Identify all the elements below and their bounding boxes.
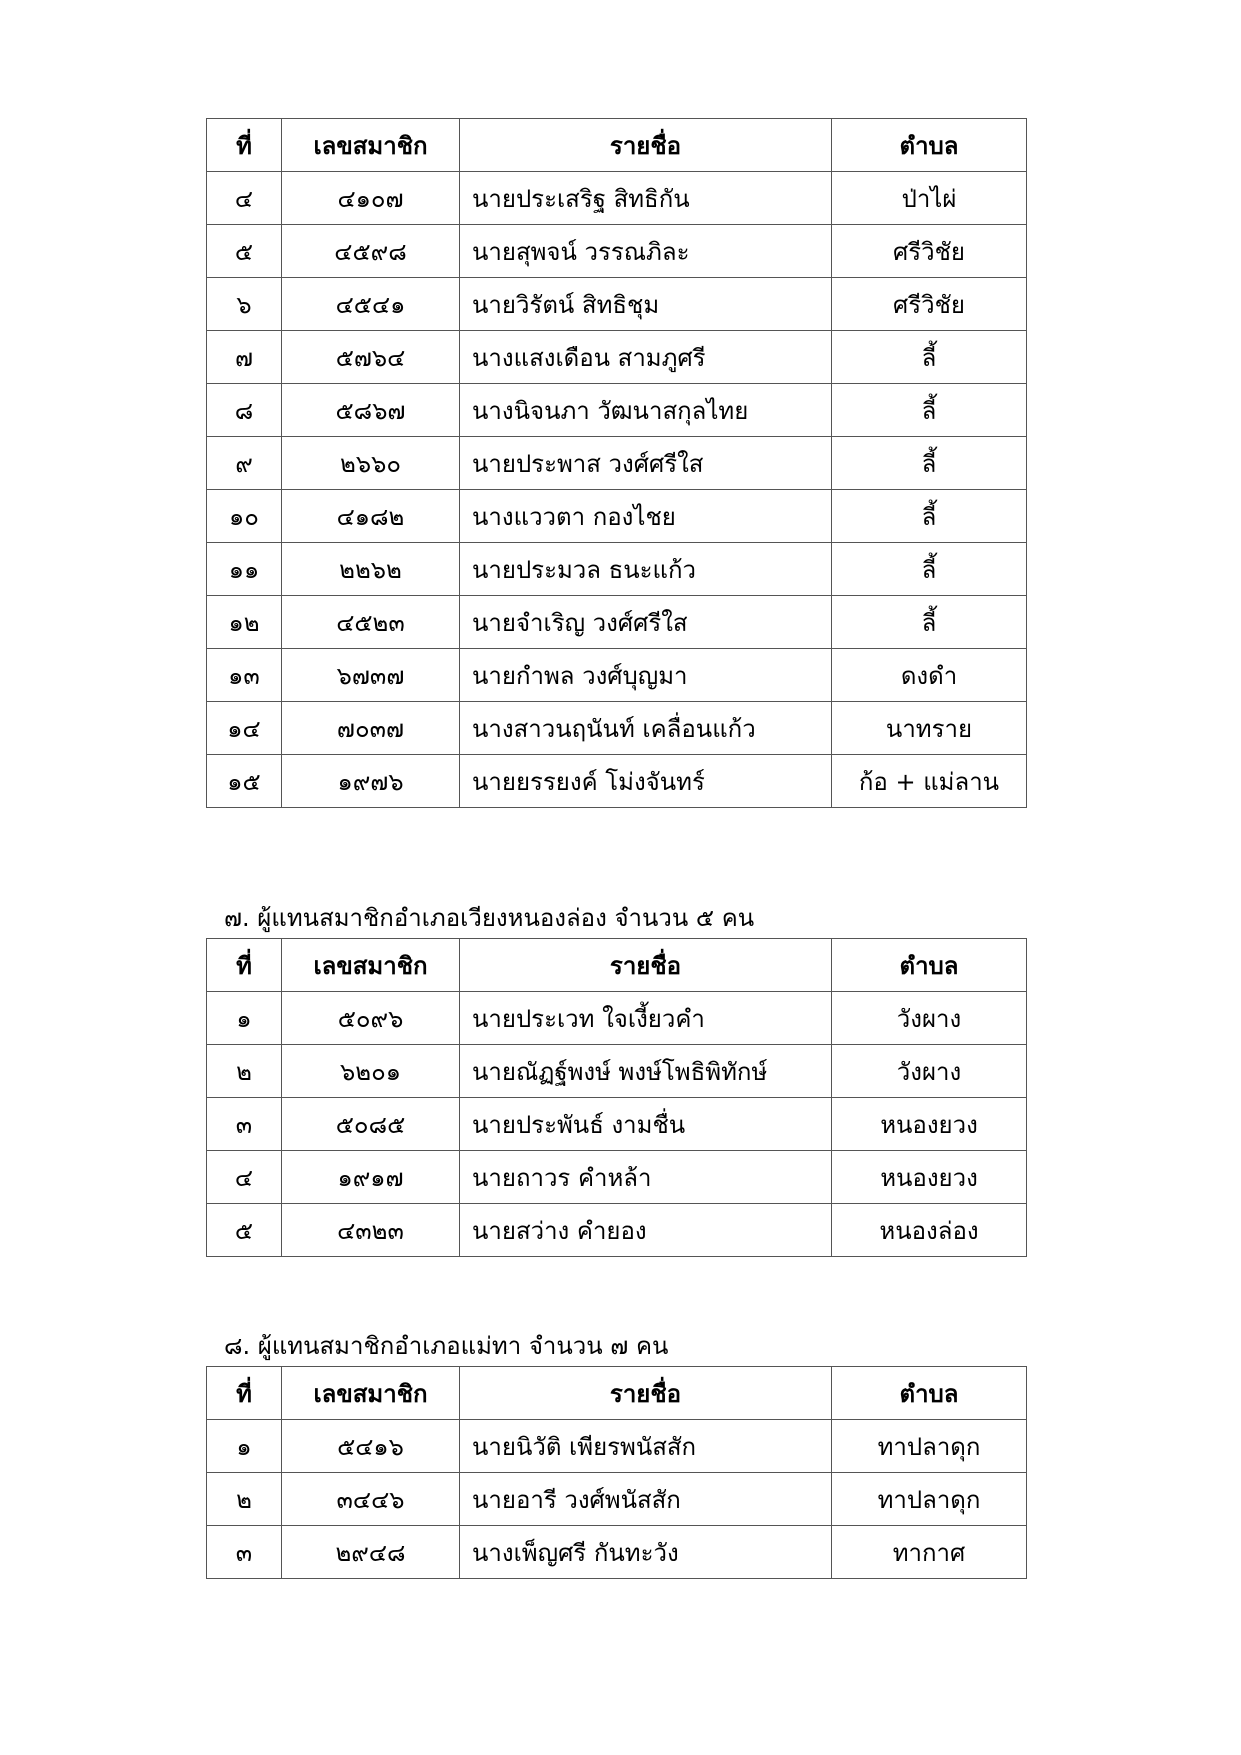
cell-member-id: ๕๐๙๖ [282, 992, 460, 1045]
cell-subdistrict: ลี้ [832, 437, 1027, 490]
cell-member-id: ๔๑๐๗ [282, 172, 460, 225]
cell-member-id: ๔๓๒๓ [282, 1204, 460, 1257]
table-row [207, 1045, 1027, 1098]
cell-subdistrict: ลี้ [832, 490, 1027, 543]
cell-name: นายประมวล ธนะแก้ว [460, 543, 832, 596]
cell-member-id: ๔๕๔๑ [282, 278, 460, 331]
cell-no: ๔ [207, 1151, 282, 1204]
cell-member-id: ๔๑๘๒ [282, 490, 460, 543]
cell-member-id: ๒๒๖๒ [282, 543, 460, 596]
cell-no: ๕ [207, 1204, 282, 1257]
member-table-3 [206, 1366, 1027, 1579]
cell-no: ๘ [207, 384, 282, 437]
cell-name: นายจำเริญ วงศ์ศรีใส [460, 596, 832, 649]
header-member-id: เลขสมาชิก [282, 939, 460, 992]
cell-name: นายนิวัติ เพียรพนัสสัก [460, 1420, 832, 1473]
cell-member-id: ๖๗๓๗ [282, 649, 460, 702]
cell-member-id: ๕๗๖๔ [282, 331, 460, 384]
cell-name: นายกำพล วงศ์บุญมา [460, 649, 832, 702]
table-row [207, 596, 1027, 649]
cell-member-id: ๓๔๔๖ [282, 1473, 460, 1526]
cell-name: นางนิจนภา วัฒนาสกุลไทย [460, 384, 832, 437]
cell-member-id: ๑๙๑๗ [282, 1151, 460, 1204]
cell-name: นายประเวท ใจเงี้ยวคำ [460, 992, 832, 1045]
cell-subdistrict: ลี้ [832, 543, 1027, 596]
table-row [207, 702, 1027, 755]
cell-member-id: ๕๔๑๖ [282, 1420, 460, 1473]
header-subdistrict: ตำบล [832, 939, 1027, 992]
cell-no: ๑ [207, 992, 282, 1045]
table-body [207, 992, 1027, 1257]
section-title-wiang-nong-long: ๗. ผู้แทนสมาชิกอำเภอเวียงหนองล่อง จำนวน ๕ คน [224, 904, 755, 932]
cell-no: ๙ [207, 437, 282, 490]
cell-subdistrict: ลี้ [832, 331, 1027, 384]
cell-subdistrict: ทาปลาดุก [832, 1420, 1027, 1473]
cell-member-id: ๕๘๖๗ [282, 384, 460, 437]
header-name: รายชื่อ [460, 119, 832, 172]
header-member-id: เลขสมาชิก [282, 1367, 460, 1420]
cell-no: ๑๔ [207, 702, 282, 755]
header-no: ที่ [207, 1367, 282, 1420]
section-title-mae-tha: ๘. ผู้แทนสมาชิกอำเภอแม่ทา จำนวน ๗ คน [224, 1332, 669, 1360]
cell-no: ๑๕ [207, 755, 282, 808]
header-subdistrict: ตำบล [832, 1367, 1027, 1420]
cell-subdistrict: ก้อ + แม่ลาน [832, 755, 1027, 808]
cell-no: ๕ [207, 225, 282, 278]
member-table-2 [206, 938, 1027, 1257]
table-row [207, 1473, 1027, 1526]
cell-name: นายประเสริฐ สิทธิกัน [460, 172, 832, 225]
cell-no: ๒ [207, 1045, 282, 1098]
cell-subdistrict: นาทราย [832, 702, 1027, 755]
cell-name: นางเพ็ญศรี กันทะวัง [460, 1526, 832, 1579]
table-row [207, 649, 1027, 702]
cell-subdistrict: ทากาศ [832, 1526, 1027, 1579]
cell-subdistrict: ป่าไผ่ [832, 172, 1027, 225]
cell-subdistrict: ศรีวิชัย [832, 225, 1027, 278]
cell-name: นางแสงเดือน สามภูศรี [460, 331, 832, 384]
header-subdistrict: ตำบล [832, 119, 1027, 172]
cell-no: ๗ [207, 331, 282, 384]
table-row [207, 1204, 1027, 1257]
cell-subdistrict: วังผาง [832, 1045, 1027, 1098]
cell-member-id: ๔๕๙๘ [282, 225, 460, 278]
header-member-id: เลขสมาชิก [282, 119, 460, 172]
table-row [207, 384, 1027, 437]
table-row [207, 437, 1027, 490]
table-row [207, 172, 1027, 225]
table-row [207, 755, 1027, 808]
cell-name: นายยรรยงค์ โม่งจันทร์ [460, 755, 832, 808]
cell-no: ๒ [207, 1473, 282, 1526]
cell-member-id: ๕๐๘๕ [282, 1098, 460, 1151]
cell-member-id: ๒๙๔๘ [282, 1526, 460, 1579]
cell-name: นางสาวนฤนันท์ เคลื่อนแก้ว [460, 702, 832, 755]
cell-name: นายประพันธ์ งามชื่น [460, 1098, 832, 1151]
table-header-row [207, 119, 1027, 172]
cell-subdistrict: ลี้ [832, 384, 1027, 437]
cell-name: นายถาวร คำหล้า [460, 1151, 832, 1204]
table-row [207, 331, 1027, 384]
cell-no: ๔ [207, 172, 282, 225]
table-header-row [207, 939, 1027, 992]
header-name: รายชื่อ [460, 1367, 832, 1420]
header-no: ที่ [207, 119, 282, 172]
cell-subdistrict: หนองล่อง [832, 1204, 1027, 1257]
cell-name: นายประพาส วงศ์ศรีใส [460, 437, 832, 490]
table-row [207, 1526, 1027, 1579]
cell-member-id: ๗๐๓๗ [282, 702, 460, 755]
cell-member-id: ๑๙๗๖ [282, 755, 460, 808]
table-row [207, 992, 1027, 1045]
table-row [207, 225, 1027, 278]
cell-subdistrict: หนองยวง [832, 1098, 1027, 1151]
cell-name: นายอารี วงศ์พนัสสัก [460, 1473, 832, 1526]
cell-no: ๓ [207, 1526, 282, 1579]
cell-subdistrict: ดงดำ [832, 649, 1027, 702]
member-table-1 [206, 118, 1027, 808]
cell-name: นายณัฏฐ์พงษ์ พงษ์โพธิพิทักษ์ [460, 1045, 832, 1098]
cell-no: ๖ [207, 278, 282, 331]
cell-subdistrict: ศรีวิชัย [832, 278, 1027, 331]
table-body [207, 172, 1027, 808]
table-row [207, 1098, 1027, 1151]
table-row [207, 490, 1027, 543]
cell-no: ๓ [207, 1098, 282, 1151]
cell-no: ๑๓ [207, 649, 282, 702]
cell-name: นายสว่าง คำยอง [460, 1204, 832, 1257]
header-name: รายชื่อ [460, 939, 832, 992]
cell-no: ๑๑ [207, 543, 282, 596]
table-row [207, 1151, 1027, 1204]
cell-subdistrict: วังผาง [832, 992, 1027, 1045]
cell-no: ๑๐ [207, 490, 282, 543]
cell-subdistrict: ทาปลาดุก [832, 1473, 1027, 1526]
cell-subdistrict: ลี้ [832, 596, 1027, 649]
cell-subdistrict: หนองยวง [832, 1151, 1027, 1204]
table-row [207, 278, 1027, 331]
table-body [207, 1420, 1027, 1579]
header-no: ที่ [207, 939, 282, 992]
cell-name: นายวิรัตน์ สิทธิชุม [460, 278, 832, 331]
cell-no: ๑ [207, 1420, 282, 1473]
cell-member-id: ๔๕๒๓ [282, 596, 460, 649]
cell-no: ๑๒ [207, 596, 282, 649]
cell-name: นางแววตา กองไชย [460, 490, 832, 543]
cell-member-id: ๖๒๐๑ [282, 1045, 460, 1098]
table-header-row [207, 1367, 1027, 1420]
cell-member-id: ๒๖๖๐ [282, 437, 460, 490]
cell-name: นายสุพจน์ วรรณภิละ [460, 225, 832, 278]
table-row [207, 543, 1027, 596]
table-row [207, 1420, 1027, 1473]
